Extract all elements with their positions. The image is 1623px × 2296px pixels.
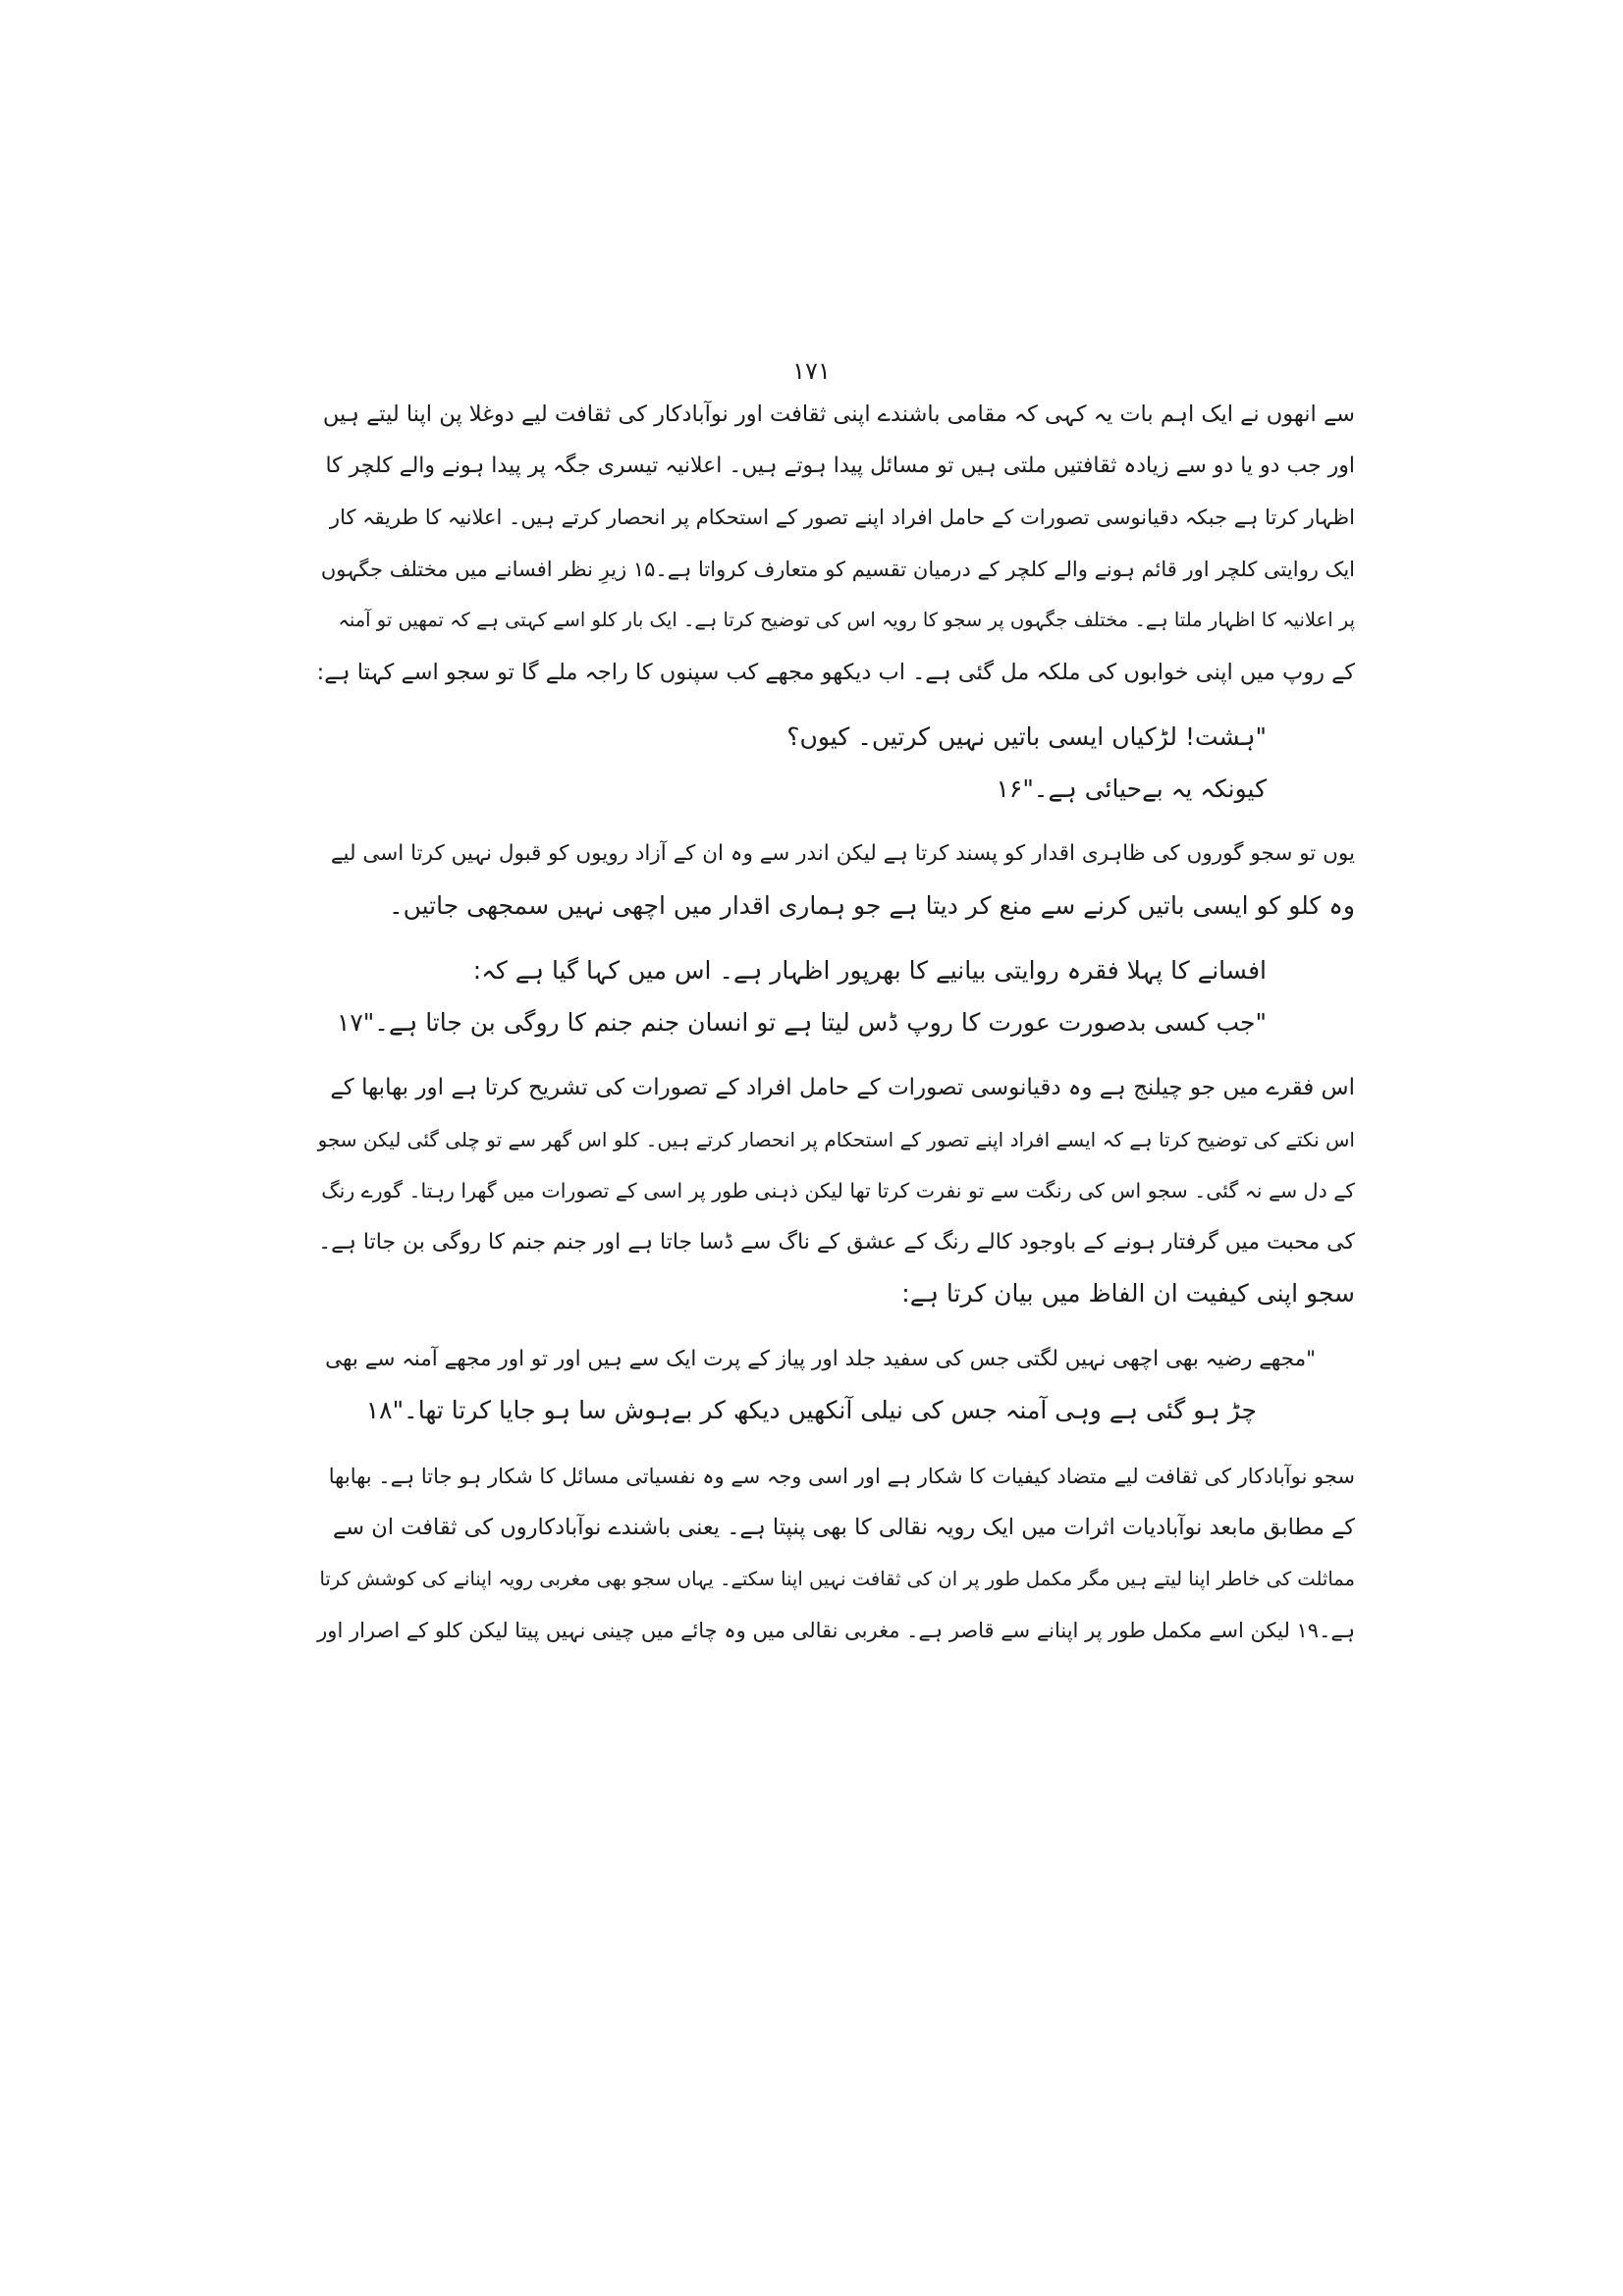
paragraph-2 <box>314 828 1355 932</box>
text-line: سجو نوآبادکار کی ثقافت لیے متضاد کیفیات کا شکار ہے اور اسی وجہ سے وہ نفسیاتی مسائل کا شکار ہو جاتا ہے۔ بھابھا <box>328 1464 1355 1488</box>
text-line: سے انھوں نے ایک اہم بات یہ کہی کہ مقامی باشندے اپنی ثقافت اور نوآبادکار کی ثقافت لیے دوغلا پن اپنا لیتے ہیں <box>322 401 1355 427</box>
quote-line: کیونکہ یہ بےحیائی ہے۔"۱۶ <box>996 774 1267 803</box>
quote-line: "ہشت! لڑکیاں ایسی باتیں نہیں کرتیں۔ کیوں؟ <box>786 722 1267 751</box>
quotation-2 <box>314 945 1355 1048</box>
quote-line: "جب کسی بدصورت عورت کا روپ ڈس لیتا ہے تو انسان جنم جنم کا روگی بن جاتا ہے۔"۱۷ <box>336 1007 1267 1037</box>
text-line: ایک روایتی کلچر اور قائم ہونے والے کلچر کے درمیان تقسیم کو متعارف کرواتا ہے۔۱۵ زیرِ نظر افسانے میں مختلف جگہوں <box>320 557 1355 581</box>
quote-line: "مجھے رضیہ بھی اچھی نہیں لگتی جس کی سفید جلد اور پیاز کے پرت ایک سے ہیں اور تو اور مجھے آمنہ سے بھی <box>325 1346 1316 1371</box>
text-line: کے دل سے نہ گئی۔ سجو اس کی رنگت سے تو نفرت کرتا تھا لیکن ذہنی طور پر اسی کے تصورات میں گھرا رہتا۔ گورے رنگ <box>321 1179 1355 1202</box>
quotation-3 <box>314 1334 1355 1437</box>
quotation-1 <box>314 712 1355 815</box>
text-line: اس نکتے کی توضیح کرتا ہے کہ ایسے افراد اپنے تصور کے استحکام پر انحصار کرتے ہیں۔ کلو اس گھر سے تو چلی گئی لیکن سجو <box>317 1127 1355 1151</box>
body-text <box>314 389 1355 1657</box>
text-line: وہ کلو کو ایسی باتیں کرنے سے منع کر دیتا ہے جو ہماری اقدار میں اچھی نہیں سمجھی جاتیں۔ <box>388 890 1355 920</box>
text-line: کی محبت میں گرفتار ہونے کے باوجود کالے رنگ کے عشق کے ناگ سے ڈسا جاتا ہے اور جنم جنم کا روگی بن جاتا ہے۔ <box>318 1229 1355 1255</box>
text-line: کے روپ میں اپنی خوابوں کی ملکہ مل گئی ہے۔ اب دیکھو مجھے کب سپنوں کا راجہ ملے گا تو سجو اسے کہتا ہے: <box>316 659 1355 685</box>
text-line: سجو اپنی کیفیت ان الفاظ میں بیان کرتا ہے: <box>901 1279 1355 1308</box>
quote-line: افسانے کا پہلا فقرہ روایتی بیانیے کا بھرپور اظہار ہے۔ اس میں کہا گیا ہے کہ: <box>472 956 1267 985</box>
text-line: کے مطابق مابعد نوآبادیات اثرات میں ایک رویہ نقالی کا بھی پنپتا ہے۔ یعنی باشندے نوآبادکاروں کی ثقافت ان سے <box>333 1515 1355 1540</box>
paragraph-3 <box>314 1062 1355 1320</box>
text-line: اور جب دو یا دو سے زیادہ ثقافتیں ملتی ہیں تو مسائل پیدا ہوتے ہیں۔ اعلانیہ تیسری جگہ پر پیدا ہونے والے کلچر کا <box>325 453 1355 478</box>
text-line: اس فقرے میں جو چیلنج ہے وہ دقیانوسی تصورات کے حامل افراد کے تصورات کی تشریح کرتا ہے اور بھابھا کے <box>330 1075 1355 1100</box>
text-line: یوں تو سجو گوروں کی ظاہری اقدار کو پسند کرتا ہے لیکن اندر سے وہ ان کے آزاد رویوں کو قبول نہیں کرتا اسی لیے <box>330 841 1355 866</box>
paragraph-1 <box>314 389 1355 698</box>
page-number: ۱۷۱ <box>792 357 831 385</box>
text-line: مماثلت کی خاطر اپنا لیتے ہیں مگر مکمل طور پر ان کی ثقافت نہیں اپنا سکتے۔ یہاں سجو بھی مغربی رویہ اپنانے کی کوشش کرتا <box>319 1567 1355 1590</box>
paragraph-4 <box>314 1451 1355 1657</box>
text-line: اظہار کرتا ہے جبکہ دقیانوسی تصورات کے حامل افراد اپنے تصور کے استحکام پر انحصار کرتے ہیں۔ اعلانیہ کا طریقہ کار <box>329 506 1355 529</box>
text-line: ہے۔۱۹ لیکن اسے مکمل طور پر اپنانے سے قاصر ہے۔ مغربی نقالی میں وہ چائے میں چینی نہیں پیتا لیکن کلو کے اصرار اور <box>317 1619 1355 1642</box>
quote-line: چڑ ہو گئی ہے وہی آمنہ جس کی نیلی آنکھیں دیکھ کر بےہوش سا ہو جایا کرتا تھا۔"۱۸ <box>365 1396 1257 1424</box>
text-line: پر اعلانیہ کا اظہار ملتا ہے۔ مختلف جگہوں پر سجو کا رویہ اس کی توضیح کرتا ہے۔ ایک بار کلو اسے کہتی ہے کہ تمھیں تو آمنہ <box>338 609 1355 631</box>
